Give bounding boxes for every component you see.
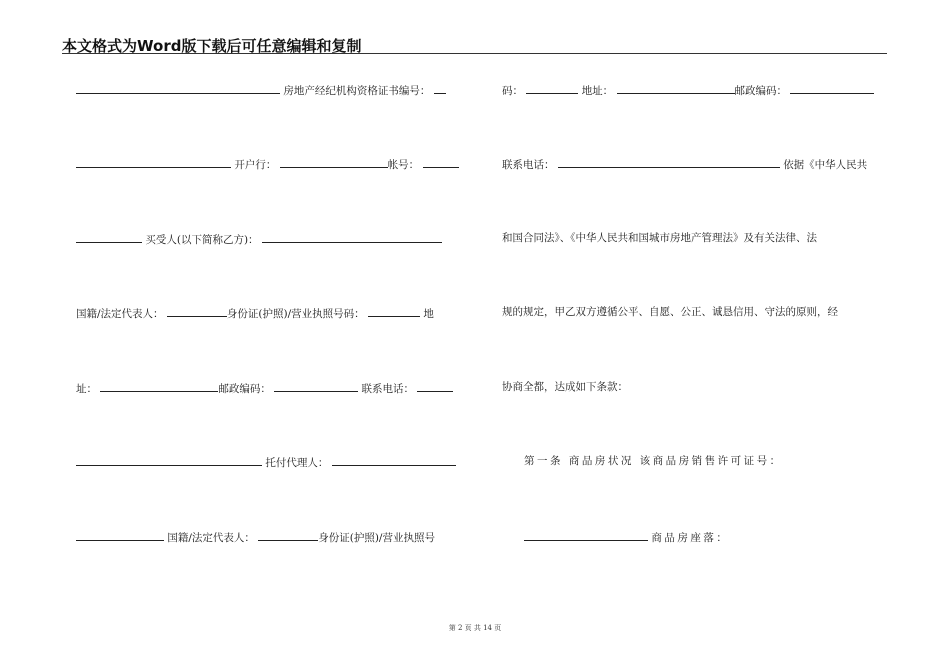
left-line-5 — [76, 380, 453, 396]
according-to-text: 依据《中华人民共 — [783, 159, 868, 171]
blank-field — [526, 82, 578, 94]
right-line-6: 第一条 商品房状况 该商品房销售许可证号： — [524, 455, 783, 467]
id-license-label: 身份证(护照)/营业执照号码： — [226, 308, 365, 320]
nationality-label: 国籍/法定代表人： — [76, 308, 164, 320]
right-line-4: 规的规定，甲乙双方遵循公平、自愿、公正、诚恳信用、守法的原则，经 — [502, 306, 838, 318]
blank-field — [274, 380, 358, 392]
bank-label: 开户行： — [234, 159, 277, 171]
blank-field — [558, 156, 780, 168]
address-label: 地址： — [581, 85, 614, 97]
right-line-2 — [502, 156, 867, 172]
header-divider — [62, 53, 887, 54]
blank-field — [76, 454, 262, 466]
code-label-end: 码： — [502, 85, 523, 97]
address-label-end: 址： — [76, 383, 97, 395]
blank-field — [258, 529, 318, 541]
blank-field — [76, 231, 142, 243]
left-line-4 — [76, 305, 434, 321]
blank-field — [617, 82, 735, 94]
left-line-6 — [76, 454, 456, 470]
right-line-3: 和国合同法》、《中华人民共和国城市房地产管理法》及有关法律、法 — [502, 232, 817, 244]
blank-field — [368, 305, 420, 317]
address-label-start: 地 — [423, 308, 434, 320]
agency-cert-label: 房地产经纪机构资格证书编号： — [283, 85, 431, 97]
right-line-1 — [502, 82, 874, 98]
left-line-1 — [76, 82, 446, 98]
blank-field — [76, 82, 280, 94]
left-line-7 — [76, 529, 435, 545]
blank-field — [790, 82, 874, 94]
blank-field — [280, 156, 388, 168]
blank-field — [100, 380, 218, 392]
right-line-5: 协商全都，达成如下条款： — [502, 381, 628, 393]
blank-field — [167, 305, 227, 317]
agent-label: 托付代理人： — [265, 457, 329, 469]
right-line-7 — [524, 529, 729, 545]
blank-field — [423, 156, 459, 168]
postcode-label: 邮政编码： — [218, 383, 271, 395]
property-location-label: 商品房座落： — [651, 532, 730, 544]
buyer-label: 买受人(以下简称乙方)： — [145, 234, 259, 246]
blank-field — [262, 231, 442, 243]
id-license-label: 身份证(护照)/营业执照号 — [318, 532, 435, 544]
blank-field — [76, 529, 164, 541]
blank-field — [417, 380, 453, 392]
blank-field — [76, 156, 231, 168]
postcode-label: 邮政编码： — [734, 85, 788, 97]
blank-field — [434, 82, 446, 94]
nationality-label: 国籍/法定代表人： — [167, 532, 255, 544]
left-line-2 — [76, 156, 459, 172]
page-number: 第 2 页 共 14 页 — [448, 624, 502, 632]
document-header-title: 本文格式为Word版下载后可任意编辑和复制 — [62, 37, 362, 55]
phone-label: 联系电话： — [361, 383, 415, 395]
account-label: 帐号： — [387, 159, 420, 171]
blank-field — [332, 454, 456, 466]
phone-label: 联系电话： — [502, 159, 555, 171]
left-line-3 — [76, 231, 442, 247]
blank-field — [524, 529, 648, 541]
